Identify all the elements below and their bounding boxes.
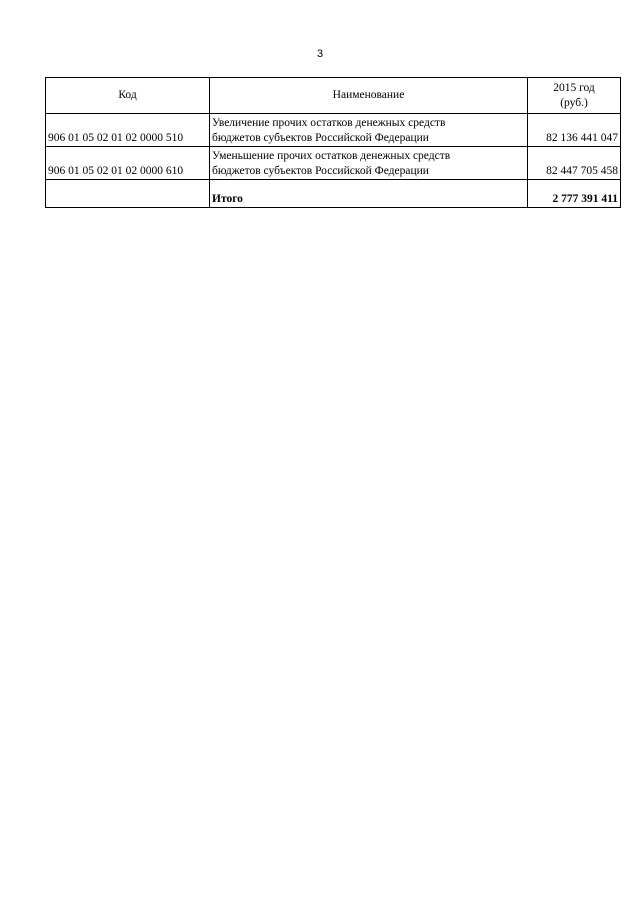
row-name-line: Увеличение прочих остатков денежных средств xyxy=(212,117,446,129)
header-year xyxy=(528,78,621,114)
total-label: Итого xyxy=(210,180,528,208)
page-number: 3 xyxy=(316,48,324,60)
row-name-line: Уменьшение прочих остатков денежных средств xyxy=(212,150,451,162)
row-name xyxy=(210,147,528,180)
row-amount: 82 136 441 047 xyxy=(528,114,621,147)
row-code: 906 01 05 02 01 02 0000 610 xyxy=(46,147,210,180)
budget-table xyxy=(45,77,621,208)
total-code-cell xyxy=(46,180,210,208)
header-currency-label: (руб.) xyxy=(560,96,588,109)
table-row xyxy=(46,147,621,180)
row-name-line: бюджетов субъектов Российской Федерации xyxy=(212,132,429,144)
total-row xyxy=(46,180,621,208)
header-name: Наименование xyxy=(210,78,528,114)
row-amount: 82 447 705 458 xyxy=(528,147,621,180)
total-amount: 2 777 391 411 xyxy=(528,180,621,208)
header-year-label: 2015 год xyxy=(553,81,595,94)
row-name xyxy=(210,114,528,147)
table-header-row xyxy=(46,78,621,114)
row-name-line: бюджетов субъектов Российской Федерации xyxy=(212,165,429,177)
header-code: Код xyxy=(46,78,210,114)
row-code: 906 01 05 02 01 02 0000 510 xyxy=(46,114,210,147)
table-row xyxy=(46,114,621,147)
